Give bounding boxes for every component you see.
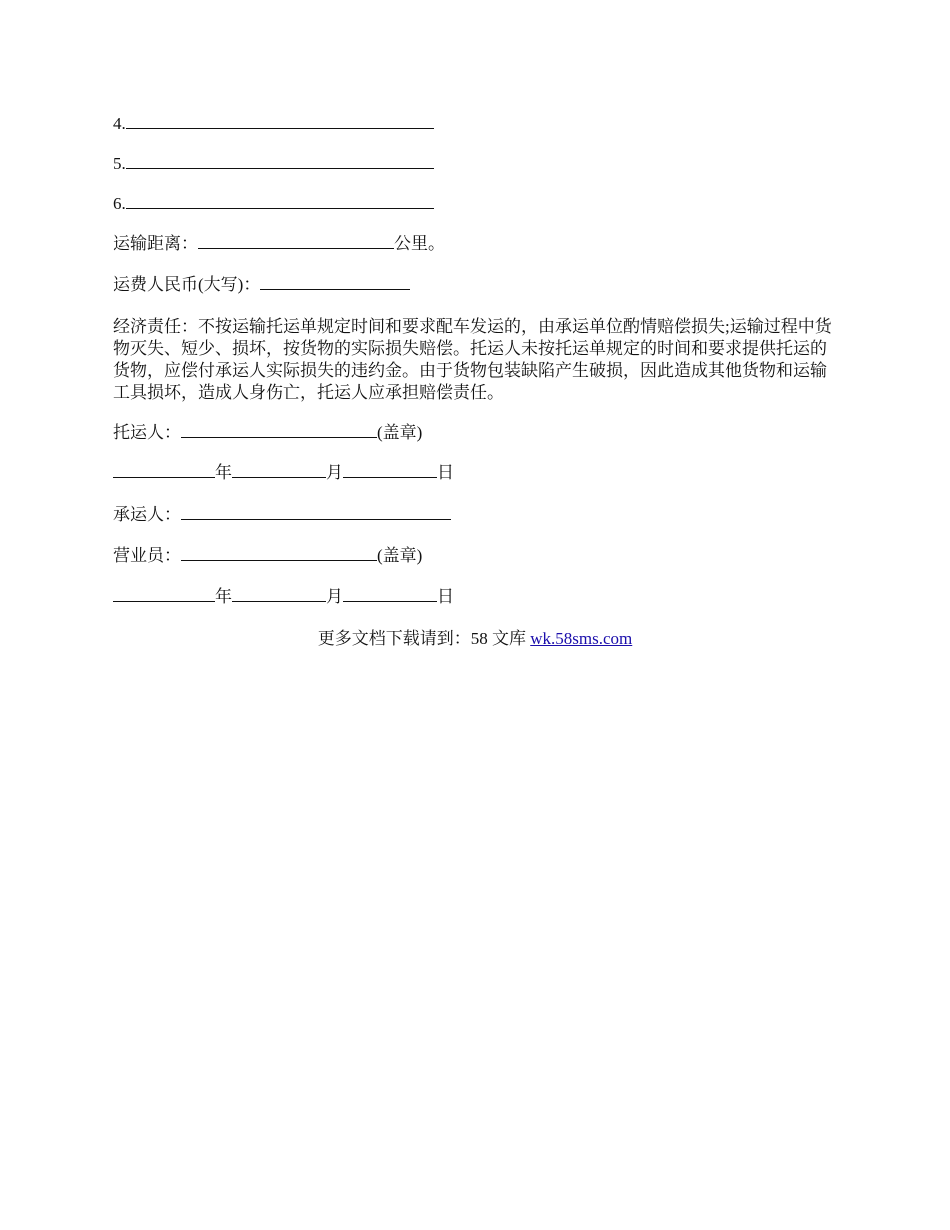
item-6-blank [126, 194, 434, 209]
item-6 [113, 193, 434, 215]
date-line-1 [113, 462, 454, 484]
shipper-line [113, 422, 422, 444]
liability-paragraph: 经济责任：不按运输托运单规定时间和要求配车发运的，由承运单位酌情赔偿损失;运输过程中货物灭失、短少、损坏，按货物的实际损失赔偿。托运人未按托运单规定的时间和要求提供托运的货物，应偿付承运人实际损失的违约金。由于货物包装缺陷产生破损，因此造成其他货物和运输工具损坏，造成人身伤亡，托运人应承担赔偿责任。 [113, 317, 832, 402]
item-4-number: 4. [113, 114, 126, 133]
distance-blank [198, 234, 394, 249]
month-label-1: 月 [326, 463, 343, 482]
clerk-blank [181, 546, 377, 561]
footer [0, 628, 950, 650]
date-line-2 [113, 586, 454, 608]
item-5 [113, 153, 434, 175]
clerk-line [113, 545, 422, 567]
year-blank-1 [113, 463, 215, 478]
footer-link[interactable]: wk.58sms.com [530, 629, 633, 648]
item-4-blank [126, 114, 434, 129]
shipper-label: 托运人： [113, 423, 181, 442]
distance-label: 运输距离： [113, 234, 198, 253]
item-4 [113, 113, 434, 135]
day-blank-1 [343, 463, 437, 478]
freight-label: 运费人民币(大写)： [113, 275, 261, 294]
footer-text: 更多文档下载请到：58 文库 [317, 629, 531, 648]
carrier-blank [181, 505, 451, 520]
clerk-seal: (盖章) [377, 546, 423, 565]
freight-blank [260, 275, 410, 290]
item-5-number: 5. [113, 154, 126, 173]
month-blank-2 [232, 587, 326, 602]
carrier-label: 承运人： [113, 505, 181, 524]
distance-unit: 公里。 [394, 234, 445, 253]
shipper-blank [181, 423, 377, 438]
freight-line [113, 274, 410, 296]
month-label-2: 月 [326, 587, 343, 606]
item-5-blank [126, 154, 434, 169]
day-blank-2 [343, 587, 437, 602]
month-blank-1 [232, 463, 326, 478]
item-6-number: 6. [113, 194, 126, 213]
day-label-2: 日 [437, 587, 454, 606]
distance-line [113, 233, 445, 255]
shipper-seal: (盖章) [377, 423, 423, 442]
year-label-2: 年 [215, 587, 232, 606]
year-label-1: 年 [215, 463, 232, 482]
clerk-label: 营业员： [113, 546, 181, 565]
carrier-line [113, 504, 451, 526]
day-label-1: 日 [437, 463, 454, 482]
year-blank-2 [113, 587, 215, 602]
